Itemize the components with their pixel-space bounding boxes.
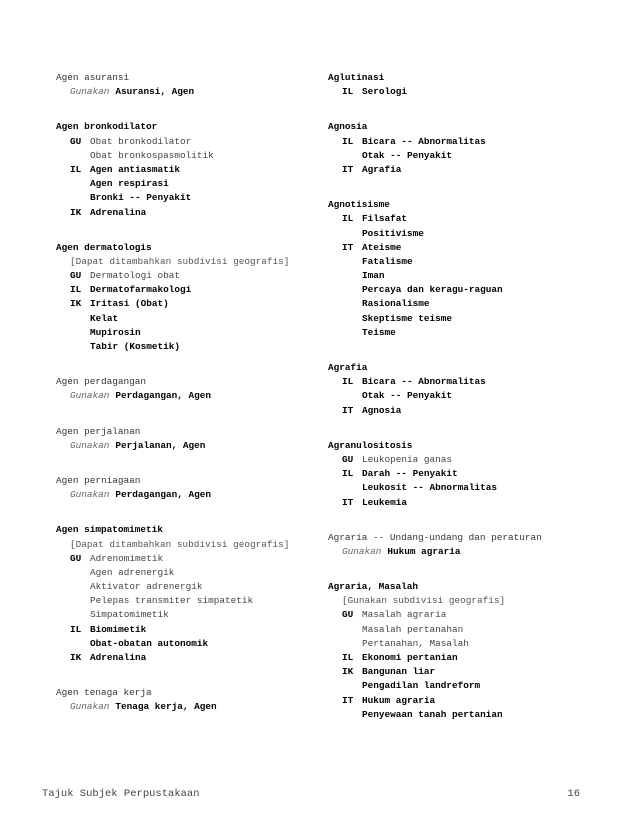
page-number: 16 — [567, 788, 580, 800]
page-footer — [42, 786, 580, 802]
relation-term[interactable]: Darah -- Penyakit — [362, 468, 458, 480]
relation-code: IL — [342, 213, 354, 225]
relation-code: GU — [342, 453, 354, 465]
entry-heading: Agnosia — [328, 121, 368, 133]
use-target-link[interactable]: Asuransi, Agen — [115, 86, 195, 98]
relation-term-continued[interactable]: Rasionalisme — [362, 298, 430, 310]
scope-note: [Dapat ditambahkan subdivisi geografis] — [70, 538, 290, 550]
relation-line — [328, 85, 628, 99]
relation-line — [328, 651, 628, 665]
relation-term: Dermatologi obat — [90, 270, 181, 282]
relation-line — [56, 206, 316, 220]
relation-line — [328, 453, 628, 467]
relation-line — [328, 404, 628, 418]
subject-entry — [56, 474, 316, 502]
use-target-link[interactable]: Tenaga kerja, Agen — [115, 701, 217, 713]
relation-term: Leukopenia ganas — [362, 453, 453, 465]
entry-heading: Agen bronkodilator — [56, 121, 158, 133]
relation-term-continued: Pertanahan, Masalah — [362, 637, 469, 649]
relation-line — [328, 135, 628, 149]
relation-term-continued[interactable]: Fatalisme — [362, 255, 413, 267]
relation-code: IL — [70, 623, 82, 635]
relation-line — [56, 163, 316, 177]
relation-code: IL — [342, 376, 354, 388]
use-target-link[interactable]: Perdagangan, Agen — [115, 390, 212, 402]
relation-term[interactable]: Adrenalina — [90, 652, 147, 663]
relation-term[interactable]: Agen antiasmatik — [90, 163, 181, 175]
relation-code: IL — [70, 163, 82, 175]
subject-entry — [56, 523, 316, 665]
footer-title: Tajuk Subjek Perpustakaan — [42, 788, 200, 800]
entry-heading: Agnotisisme — [328, 199, 390, 211]
relation-line — [328, 212, 628, 226]
relation-line — [56, 623, 316, 637]
relation-term-continued[interactable]: Positivisme — [362, 227, 424, 239]
relation-term-continued[interactable]: Bronki -- Penyakit — [90, 192, 192, 204]
use-reference — [56, 488, 316, 502]
use-reference — [328, 545, 628, 559]
relation-code: IL — [342, 135, 354, 147]
relation-code: GU — [342, 609, 354, 621]
subject-entry — [56, 425, 316, 453]
relation-term[interactable]: Hukum agraria — [362, 694, 436, 706]
relation-line — [328, 665, 628, 679]
use-target-link[interactable]: Perdagangan, Agen — [115, 489, 212, 501]
subject-entry — [328, 198, 628, 340]
relation-term-continued[interactable]: Iman — [362, 270, 385, 282]
relation-term[interactable]: Bicara -- Abnormalitas — [362, 135, 486, 147]
right-column — [328, 71, 628, 743]
entry-heading: Agraria, Masalah — [328, 581, 419, 593]
relation-code: IL — [342, 652, 354, 663]
relation-code: IK — [342, 666, 354, 678]
relation-term: Masalah agraria — [362, 609, 447, 621]
relation-term[interactable]: Iritasi (Obat) — [90, 298, 169, 310]
entry-heading: Agen perdagangan — [56, 376, 147, 388]
scope-note: [Gunakan subdivisi geografis] — [342, 595, 506, 607]
relation-code: IK — [70, 206, 82, 218]
subject-entry — [328, 71, 628, 99]
relation-term[interactable]: Serologi — [362, 86, 408, 98]
relation-term-continued[interactable]: Pengadilan landreform — [362, 680, 481, 692]
relation-line — [328, 241, 628, 255]
relation-term[interactable]: Dermatofarmakologi — [90, 284, 192, 296]
relation-line — [56, 297, 316, 311]
relation-line — [328, 608, 628, 622]
relation-line — [56, 552, 316, 566]
relation-code: IT — [342, 404, 354, 416]
relation-line — [56, 135, 316, 149]
use-target-link[interactable]: Hukum agraria — [387, 545, 461, 557]
relation-code: IL — [70, 284, 82, 296]
relation-term[interactable]: Filsafat — [362, 213, 408, 225]
relation-term-continued[interactable]: Teisme — [362, 326, 396, 338]
relation-term[interactable]: Bangunan liar — [362, 666, 436, 678]
relation-code: GU — [70, 552, 82, 564]
relation-term: Obat bronkodilator — [90, 135, 192, 147]
use-reference — [56, 389, 316, 403]
relation-term-continued[interactable]: Skeptisme teisme — [362, 312, 453, 324]
use-reference — [56, 439, 316, 453]
use-reference — [56, 85, 316, 99]
subject-entry — [328, 580, 628, 722]
entry-heading: Agrafia — [328, 362, 368, 373]
entry-heading: Agen tenaga kerja — [56, 687, 152, 699]
relation-line — [56, 269, 316, 283]
relation-term-continued[interactable]: Penyewaan tanah pertanian — [362, 708, 503, 720]
relation-term[interactable]: Biomimetik — [90, 623, 147, 635]
relation-code: GU — [70, 270, 82, 282]
relation-term-continued[interactable]: Otak -- Penyakit — [362, 149, 453, 161]
relation-code: IK — [70, 298, 82, 310]
subject-entry — [56, 241, 316, 355]
relation-code: IT — [342, 694, 354, 706]
use-label: Gunakan — [70, 701, 110, 713]
relation-term-continued[interactable]: Kelat — [90, 312, 119, 324]
relation-term[interactable]: Ekonomi pertanian — [362, 652, 458, 663]
relation-code: IT — [342, 241, 354, 253]
entry-heading: Agen simpatomimetik — [56, 524, 163, 536]
relation-term[interactable]: Agnosia — [362, 404, 402, 416]
relation-term-continued: Masalah pertanahan — [362, 623, 464, 635]
relation-code: IT — [342, 496, 354, 508]
relation-code: IK — [70, 652, 82, 663]
relation-line — [56, 651, 316, 665]
left-column — [56, 71, 316, 736]
relation-code: IL — [342, 468, 354, 480]
use-label: Gunakan — [70, 390, 110, 402]
relation-line — [328, 467, 628, 481]
subject-entry — [328, 120, 628, 177]
entry-heading: Agen perniagaan — [56, 474, 141, 486]
relation-term-continued: Agen adrenergik — [90, 566, 175, 578]
use-target-link[interactable]: Perjalanan, Agen — [115, 439, 206, 451]
relation-term-continued[interactable]: Obat-obatan autonomik — [90, 637, 209, 649]
relation-term-continued[interactable]: Leukosit -- Abnormalitas — [362, 482, 498, 494]
entry-heading: Agen dermatologis — [56, 241, 152, 253]
subject-entry — [56, 120, 316, 219]
use-reference — [56, 700, 316, 714]
entry-heading: Aglutinasi — [328, 72, 385, 83]
scope-note: [Dapat ditambahkan subdivisi geografis] — [70, 255, 290, 267]
use-label: Gunakan — [70, 489, 110, 501]
relation-term-continued[interactable]: Tabir (Kosmetik) — [90, 341, 181, 352]
entry-heading: Agen asuransi — [56, 72, 130, 83]
relation-code: IT — [342, 163, 354, 175]
relation-term-continued: Pelepas transmiter simpatetik — [90, 595, 254, 607]
relation-term[interactable]: Ateisme — [362, 241, 402, 253]
relation-term-continued[interactable]: Percaya dan keragu-raguan — [362, 284, 503, 296]
use-label: Gunakan — [342, 545, 382, 557]
entry-heading: Agraria -- Undang-undang dan peraturan — [328, 531, 542, 543]
relation-line — [328, 694, 628, 708]
relation-code: GU — [70, 135, 82, 147]
subject-entry — [328, 439, 628, 510]
relation-term-continued: Obat bronkospasmolitik — [90, 149, 214, 161]
use-label: Gunakan — [70, 439, 110, 451]
subject-entry — [328, 531, 628, 559]
relation-term-continued: Simpatomimetik — [90, 609, 169, 621]
entry-heading: Agranulositosis — [328, 439, 413, 451]
relation-term-continued[interactable]: Otak -- Penyakit — [362, 390, 453, 402]
subject-entry — [56, 71, 316, 99]
subject-entry — [56, 375, 316, 403]
entry-heading: Agen perjalanan — [56, 425, 141, 437]
use-label: Gunakan — [70, 86, 110, 98]
relation-term-continued[interactable]: Mupirosin — [90, 326, 141, 338]
relation-term: Adrenomimetik — [90, 552, 164, 564]
relation-term[interactable]: Leukemia — [362, 496, 408, 508]
relation-term[interactable]: Bicara -- Abnormalitas — [362, 376, 486, 388]
relation-term[interactable]: Adrenalina — [90, 206, 147, 218]
subject-entry — [56, 686, 316, 714]
relation-term-continued[interactable]: Agen respirasi — [90, 178, 169, 190]
relation-code: IL — [342, 86, 354, 98]
relation-term-continued: Aktivator adrenergik — [90, 581, 203, 593]
relation-line — [328, 496, 628, 510]
relation-line — [56, 283, 316, 297]
relation-term[interactable]: Agrafia — [362, 163, 402, 175]
relation-line — [328, 163, 628, 177]
subject-entry — [328, 361, 628, 418]
relation-line — [328, 375, 628, 389]
